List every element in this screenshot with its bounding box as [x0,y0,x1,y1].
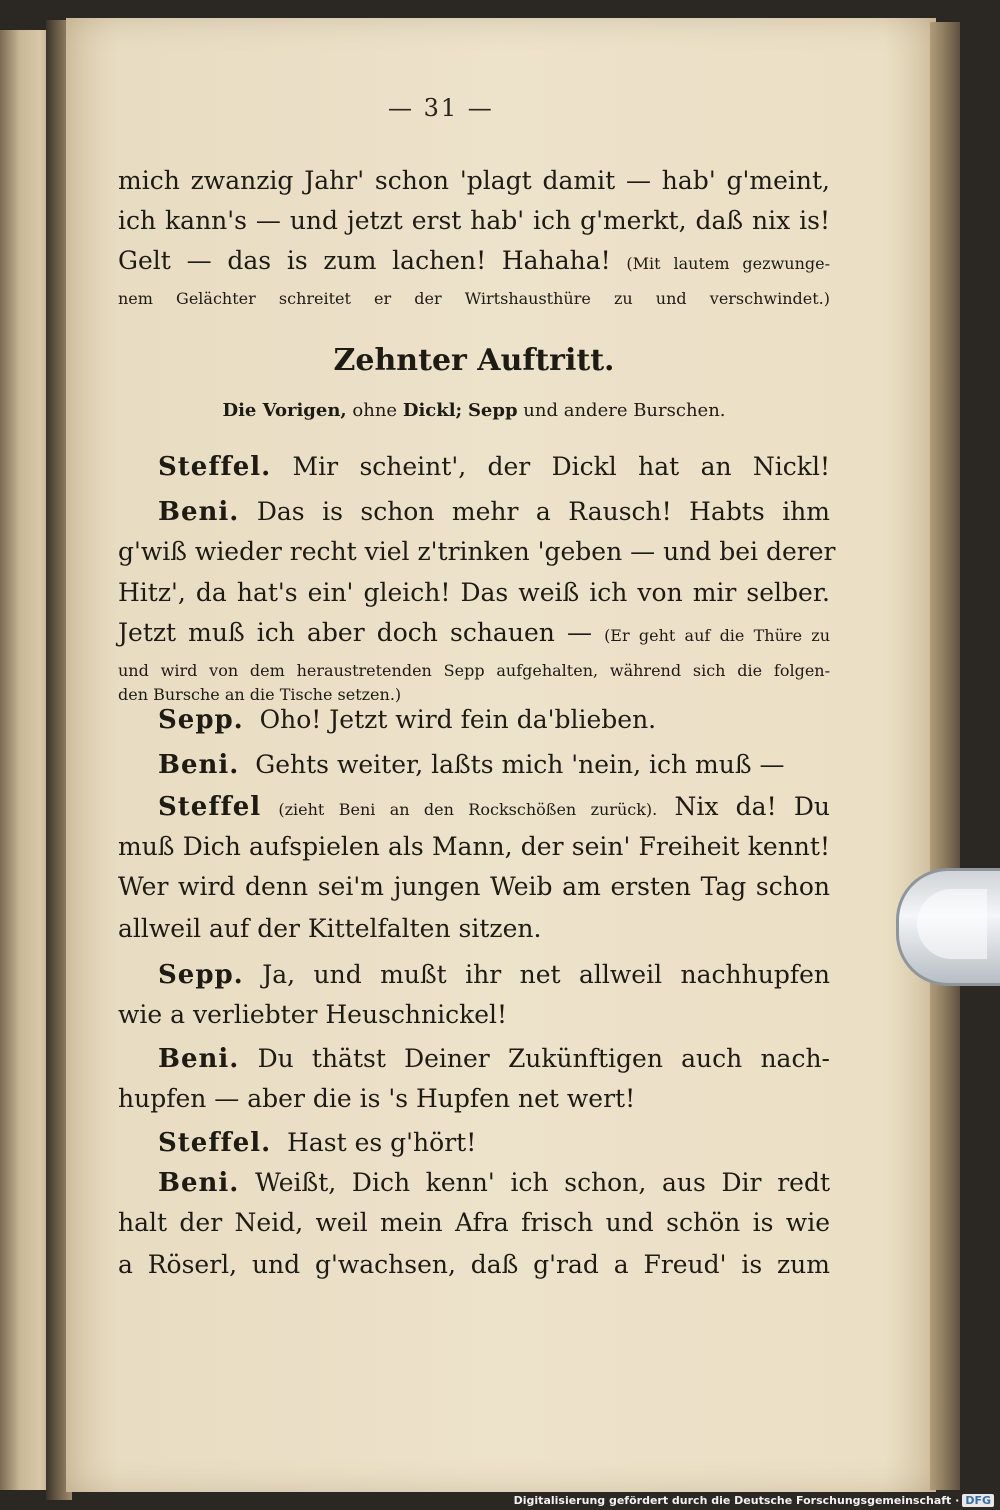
dfg-logo: DFG [962,1494,994,1507]
text-line: mich zwanzig Jahr' schon 'plagt damit — hab' g'meint, [118,166,830,195]
footer-text: Digitalisierung gefördert durch die Deutsche Forschungsgemeinschaft · [513,1494,960,1507]
dialogue-line [118,1168,830,1198]
dialogue-line: Hitz', da hat's ein' gleich! Das weiß ich von mir selber. [118,578,830,607]
dialogue-line [118,705,830,735]
dialogue-line: wie a verliebter Heuschnickel! [118,1000,508,1029]
stage-direction: (Er geht auf die Thüre zu [604,626,831,645]
right-page-edge [930,22,960,1490]
page-clip-inner [917,889,987,959]
speaker-name: Sepp. [158,960,244,990]
dialogue-line [118,452,830,482]
text-line: ich kann's — und jetzt erst hab' ich g'merkt, daß nix is! [118,206,830,235]
dialogue-line: allweil auf der Kittelfalten sitzen. [118,914,542,943]
dialogue-text: Du thätst Deiner Zukünftigen auch nach- [257,1044,831,1073]
speaker-name: Beni. [158,1168,240,1198]
dialogue-line [118,960,830,990]
dialogue-text: Nix da! Du [674,792,830,821]
cast-c: Dickl; [402,400,463,421]
dialogue-line [118,750,830,780]
speaker-name: Steffel [158,792,262,822]
page-clip [896,868,1000,986]
speaker-name: Sepp. [158,705,244,735]
dialogue-line: hupfen — aber die is 's Hupfen net wert! [118,1084,636,1113]
dialogue-text: Hast es g'hört! [287,1128,477,1157]
dialogue-line [118,497,830,527]
stage-direction: (Mit lautem gezwunge- [626,254,830,273]
digitization-footer [514,1494,994,1507]
speaker-name: Steffel. [158,1128,272,1158]
cast-list [118,396,830,426]
dialogue-line: g'wiß wieder recht viel z'trinken 'geben — und bei derer [118,537,836,566]
speaker-name: Beni. [158,750,240,780]
dialogue-text: Mir scheint', der Dickl hat an Nickl! [292,452,830,481]
dialogue-line: halt der Neid, weil mein Afra frisch und schön is wie [118,1208,830,1237]
page-number: — 31 — [388,94,494,122]
dialogue-line [118,1128,830,1158]
dialogue-text: Jetzt muß ich aber doch schauen — [118,618,592,647]
dialogue-line [118,792,830,825]
dialogue-text: Gehts weiter, laßts mich 'nein, ich muß — [255,750,785,779]
cast-e: und andere Burschen. [523,400,726,421]
dialogue-line: a Röserl, und g'wachsen, daß g'rad a Freud' is zum [118,1250,830,1279]
dialogue-text: Ja, und mußt ihr net allweil nachhupfen [262,960,830,989]
dialogue-line [118,618,830,651]
dialogue-text: Oho! Jetzt wird fein da'blieben. [259,705,657,734]
speaker-name: Steffel. [158,452,272,482]
stage-direction-line: nem Gelächter schreitet er der Wirtshausthüre zu und verschwindet.) [118,289,830,308]
dialogue-line [118,1044,830,1074]
speaker-name: Beni. [158,497,240,527]
stage-direction-line: und wird von dem heraustretenden Sepp aufgehalten, während sich die folgen- [118,661,830,680]
dialogue-line: muß Dich aufspielen als Mann, der sein' Freiheit kennt! [118,832,830,861]
stage-direction: (zieht Beni an den Rockschößen zurück). [278,800,658,819]
dialogue-line: Wer wird denn sei'm jungen Weib am ersten Tag schon [118,872,830,901]
dialogue-text: Weißt, Dich kenn' ich schon, aus Dir redt [255,1168,830,1197]
dialogue-text: Das is schon mehr a Rausch! Habts ihm [256,497,830,526]
speaker-name: Beni. [158,1044,240,1074]
scene-heading: Zehnter Auftritt. [333,343,615,378]
text-fragment: Gelt — das is zum lachen! Hahaha! [118,246,611,275]
stage-direction-line: den Bursche an die Tische setzen.) [118,685,402,704]
cast-a: Die Vorigen, [222,400,347,421]
text-line [118,246,830,279]
cast-d: Sepp [467,400,518,421]
cast-b: ohne [352,400,398,421]
